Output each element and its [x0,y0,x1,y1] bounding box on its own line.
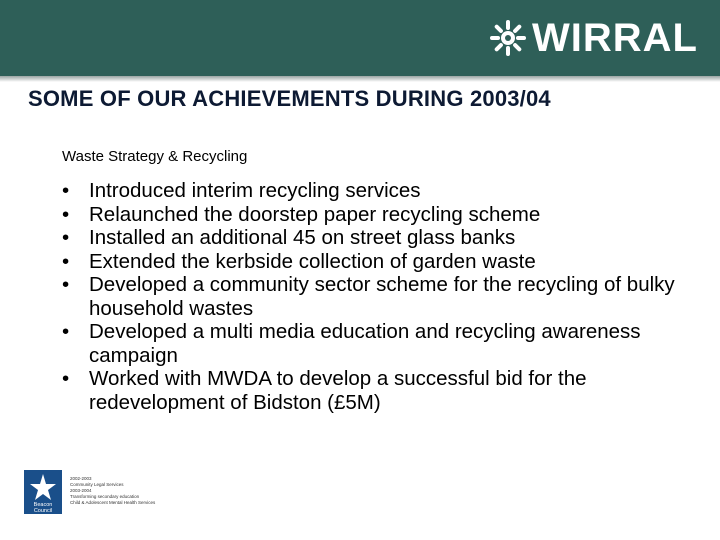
list-item: • Developed a community sector scheme for the recycling of bulky household wastes [62,273,702,320]
beacon-line: Child & Adolescent Mental Health Services [70,500,156,505]
wirral-logo-text: WIRRAL [532,16,698,60]
header-bar [0,0,720,76]
beacon-line: Transforming secondary education [70,494,140,499]
beacon-line: 2003-2004 [70,488,92,493]
beacon-name-line1: Beacon [33,502,53,508]
header-shadow [0,76,720,82]
wirral-emblem-icon [488,18,528,58]
page-title: SOME OF OUR ACHIEVEMENTS DURING 2003/04 [28,86,551,111]
beacon-name-line2: Council [33,508,53,514]
achievement-list [62,179,702,414]
list-item: • Introduced interim recycling services [62,179,702,203]
beacon-star-icon [24,470,62,514]
list-item: • Extended the kerbside collection of garden waste [62,250,702,274]
wirral-logo [488,16,698,60]
beacon-line: Community Legal Services [70,482,124,487]
list-item: • Installed an additional 45 on street glass banks [62,226,702,250]
list-item: • Developed a multi media education and recycling awareness campaign [62,320,702,367]
list-item: • Relaunched the doorstep paper recycling scheme [62,203,702,227]
beacon-line: 2002-2003 [70,476,92,481]
list-item: • Worked with MWDA to develop a successful bid for the redevelopment of Bidston (£5M) [62,367,702,414]
beacon-council-logo [24,470,184,514]
section-subtitle: Waste Strategy & Recycling [62,148,248,165]
